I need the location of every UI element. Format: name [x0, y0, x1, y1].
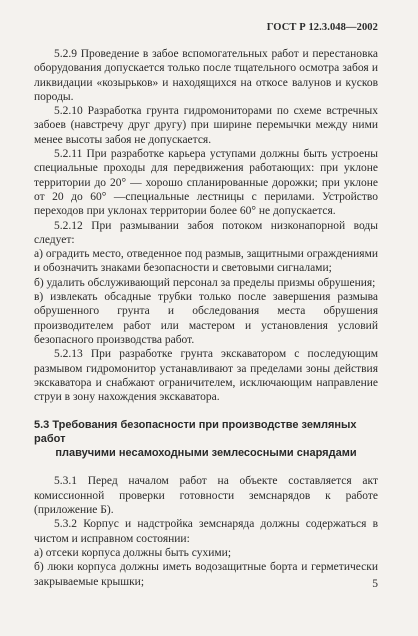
document-header: ГОСТ Р 12.3.048—2002	[266, 22, 378, 33]
clause-5-2-9: 5.2.9 Проведение в забое вспомогательных работ и перестановка оборудования допускается только после тщательного осмотра забоя и ликвидации «козырьков» и находящихся на откосе валунов и кусков породы.	[34, 48, 378, 103]
clause-5-2-12-item-a: а) оградить место, отведенное под размыв, защитными ограждениями и обозначить знаками безопасности и световыми сигналами;	[34, 248, 378, 275]
clause-5-2-10: 5.2.10 Разработка грунта гидромониторами по схеме встречных забоев (навстречу друг другу) при ширине перемычки между ними менее высоты забоя не допускается.	[34, 105, 378, 146]
clause-5-2-11: 5.2.11 При разработке карьера уступами должны быть устроены специальные проходы для передвижения работающих: при уклоне территории до 20° — хорошо спланированные дорожки; при уклоне от 20 до 60° —специальные лестницы с перилами. Устройство переходов при уклонах территории более 60° не допускается.	[34, 148, 378, 218]
section-title-line-2: плавучими несамоходными землесосными снарядами	[55, 447, 357, 460]
page-number: 5	[372, 578, 378, 590]
clause-5-2-13: 5.2.13 При разработке грунта экскаватором с последующим размывом гидромонитор устанавливают за пределами зоны действия экскаватора и снабжают ограничителем, исключающим направление струи в зону нахождения экскаватора.	[34, 348, 378, 404]
section-title-line-1: 5.3 Требования безопасности при производстве земляных работ	[34, 419, 357, 446]
clause-5-3-1: 5.3.1 Перед началом работ на объекте составляется акт комиссионной проверки готовности земснарядов к работе (приложение Б).	[34, 475, 378, 517]
clause-5-2-12-item-b: б) удалить обслуживающий персонал за пределы призмы обрушения;	[34, 276, 376, 289]
clause-5-3-2-item-b: б) люки корпуса должны иметь водозащитные борта и герметически закрываемые крышки;	[34, 561, 378, 588]
clause-group-5-2	[34, 47, 390, 404]
section-title-5-3	[34, 418, 378, 460]
clause-group-5-3	[34, 474, 390, 588]
clause-5-3-2: 5.3.2 Корпус и надстройка земснаряда должны содержаться в чистом и исправном состоянии:	[34, 518, 378, 545]
clause-5-2-12-item-c: в) извлекать обсадные трубки только после завершения размыва обрушенного грунта и обследования места обрушения производителем работ или мастером и установления условий безопасного производства работ.	[34, 291, 378, 346]
clause-5-2-12: 5.2.12 При размывании забоя потоком низконапорной воды следует:	[34, 219, 378, 246]
clause-5-3-2-item-a: а) отсеки корпуса должны быть сухими;	[34, 546, 232, 559]
